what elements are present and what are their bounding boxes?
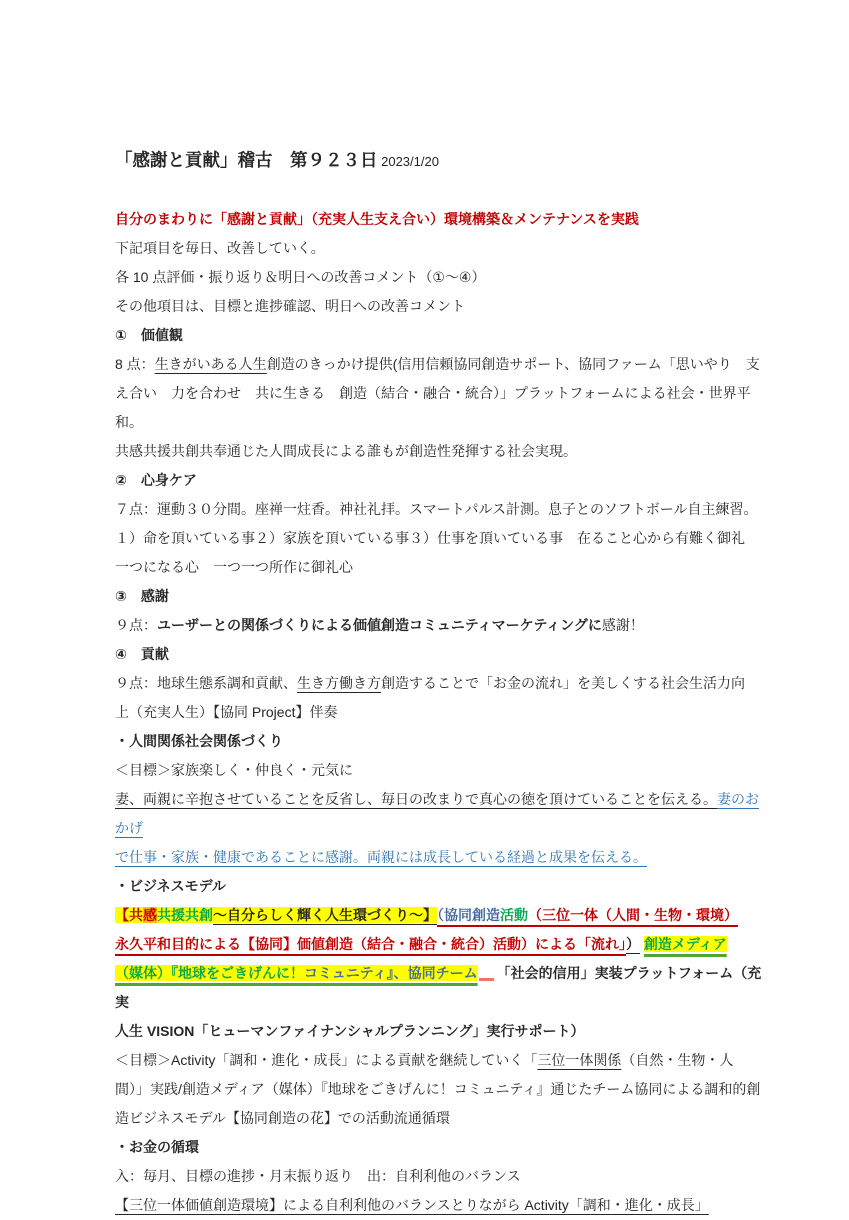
text-run: ・人間関係社会関係づくり <box>115 733 283 749</box>
text-run: （協同創造 <box>437 907 500 923</box>
text-run: ユーザーとの関係づくりによる価値創造コミュニティマーケティングに <box>157 617 602 633</box>
text-run: 一つになる心 一つ一つ所作に御礼心 <box>115 559 353 575</box>
relationships-body <box>115 843 769 872</box>
money-body <box>115 1162 769 1191</box>
text-run: ７点：運動３０分間。座禅一炷香。神社礼拝。スマートパルス計測。息子とのソフトボール自主練習。 <box>115 501 758 517</box>
mindbody-body <box>115 553 769 582</box>
highlight-line-1 <box>115 901 769 930</box>
text-run: ② 心身ケア <box>115 472 197 488</box>
text-run: ・お金の循環 <box>115 1139 199 1155</box>
text-run: （三位一体（人間・生物・環境） <box>528 907 738 923</box>
text-run: ） <box>626 936 640 952</box>
text-run: 人生 VISION「ヒューマンファイナンシャルプランニング」実行サポート） <box>115 1023 585 1039</box>
heading-mindbody <box>115 466 769 495</box>
text-run: 共援共創 <box>157 907 213 923</box>
text-run: ① 価値観 <box>115 327 183 343</box>
text-run: 造ビジネスモデル【協同創造の花】での活動流通循環 <box>115 1110 450 1126</box>
intro-line <box>115 263 769 292</box>
heading-values <box>115 321 769 350</box>
values-body <box>115 350 769 379</box>
text-run: 下記項目を毎日、改善していく。 <box>115 240 325 256</box>
text-run: ～自分らしく輝く人生環づくり～】 <box>213 907 437 923</box>
text-run: 上（充実人生）【協同 Project】伴奏 <box>115 704 338 720</box>
heading-money <box>115 1133 769 1162</box>
relationships-body <box>115 785 769 843</box>
doc-title <box>115 146 769 176</box>
document-body <box>115 146 769 1220</box>
text-run: 創造のきっかけ提供(信用信頼協同創造サポート、協同ファーム「思いやり 支 <box>266 356 760 372</box>
business-goal <box>115 1104 769 1133</box>
text-run: １）命を頂いている事２）家族を頂いている事３）仕事を頂いている事 在ること心から有難く御礼 <box>115 530 745 546</box>
text-run: で仕事・家族・健康であることに感謝。両親には成長している経過と成果を伝える。 <box>115 849 647 865</box>
relationships-goal <box>115 756 769 785</box>
highlight-line-2 <box>115 930 769 959</box>
heading-business-model <box>115 872 769 901</box>
intro-line <box>115 292 769 321</box>
highlight-line-3 <box>115 959 769 1017</box>
text-run: 感 <box>143 907 157 923</box>
spacer <box>115 176 769 205</box>
practice-statement <box>115 205 769 234</box>
heading-relationships <box>115 727 769 756</box>
text-run: 生き方働き方 <box>297 675 381 691</box>
money-body <box>115 1191 769 1220</box>
business-goal <box>115 1075 769 1104</box>
heading-contribution <box>115 640 769 669</box>
values-body <box>115 437 769 466</box>
text-run: 8 点： <box>115 356 155 372</box>
text-run: 活動 <box>500 907 528 923</box>
text-run: 創造メディア <box>643 936 727 952</box>
text-run: 【共 <box>115 907 143 923</box>
text-run: 「感謝と貢献」稽古 第９２３日 <box>115 150 378 170</box>
values-body <box>115 379 769 437</box>
text-run: 入：毎月、目標の進捗・月末振り返り 出：自利利他のバランス <box>115 1168 521 1184</box>
red-underline-mark <box>479 963 494 981</box>
text-run: 間）」実践/創造メディア（媒体）『地球をごきげんに！コミュニティ』通じたチーム協同による調和的創 <box>115 1081 761 1097</box>
text-run: ＜目標＞Activity「調和・進化・成長」による貢献を継続していく「 <box>115 1052 538 1068</box>
text-run: え合い 力を合わせ 共に生きる 創造（結合・融合・統合）」プラットフォームによる社会・世界平和。 <box>115 385 751 430</box>
text-run: その他項目は、目標と進捗確認、明日への改善コメント <box>115 298 465 314</box>
text-run: 「社会的信用」実装プラットフォーム（充実 <box>115 965 762 1010</box>
intro-line <box>115 234 769 263</box>
text-run: 永久平和目的による【協同】価値創造（結合・融合・統合）活動）による「流れ」 <box>115 936 626 952</box>
text-run: 自分のまわりに「感謝と貢献」（充実人生支え合い）環境構築＆メンテナンスを実践 <box>115 211 639 227</box>
gratitude-body <box>115 611 769 640</box>
mindbody-body <box>115 495 769 524</box>
text-run: ④ 貢献 <box>115 646 169 662</box>
text-run: 共感共援共創共奉通じた人間成長による誰もが創造性発揮する社会実現。 <box>115 443 577 459</box>
heading-gratitude <box>115 582 769 611</box>
text-run: 感謝！ <box>601 617 644 633</box>
business-goal <box>115 1046 769 1075</box>
text-run: 三位一体関係 <box>537 1052 622 1068</box>
text-run: 創造することで「お金の流れ」を美しくする社会生活力向 <box>381 675 745 691</box>
text-run: 妻のおかげ <box>115 791 759 836</box>
text-run: ９点： <box>115 617 157 633</box>
text-run: ・ビジネスモデル <box>115 878 226 894</box>
text-run: 各 10 点評価・振り返り＆明日への改善コメント（①～④） <box>115 269 486 285</box>
contribution-body <box>115 698 769 727</box>
mindbody-body <box>115 524 769 553</box>
contribution-body <box>115 669 769 698</box>
text-run: ９点：地球生態系調和貢献、 <box>115 675 297 691</box>
text-run: ③ 感謝 <box>115 588 169 604</box>
text-run: 【三位一体価値創造環境】による自利利他のバランスとりながら Activity「調和・進化・成長」 <box>115 1197 709 1213</box>
text-run: （自然・生物・人 <box>621 1052 734 1068</box>
text-run: コミュニティ』、協同チーム <box>304 965 478 981</box>
text-run: （媒体）『地球をごきげんに！ <box>115 965 304 981</box>
text-run: 2023/1/20 <box>377 154 439 169</box>
text-run: 生きがいある人生 <box>154 356 267 372</box>
text-run: ＜目標＞家族楽しく・仲良く・元気に <box>115 762 353 778</box>
text-run: 妻、両親に辛抱させていることを反省し、毎日の改まりで真心の徳を頂けていることを伝える。 <box>115 791 717 807</box>
highlight-line-4 <box>115 1017 769 1046</box>
